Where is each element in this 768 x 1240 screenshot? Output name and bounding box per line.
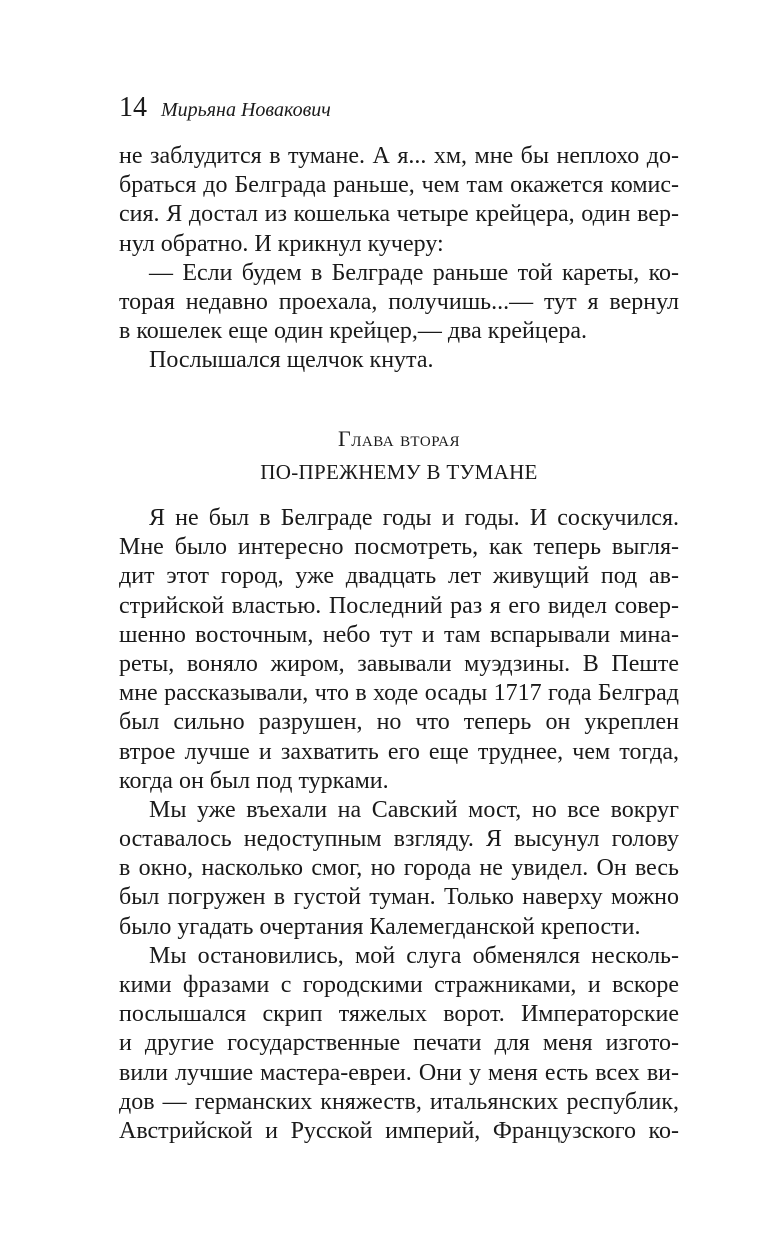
text-line: вили лучшие мастера-евреи. Они у меня есть всех ви- — [119, 1059, 679, 1086]
text-line: нул обратно. И крикнул кучеру: — [119, 230, 444, 257]
text-line: мне рассказывали, что в ходе осады 1717 года Белград — [119, 680, 679, 707]
text-line: реты, воняло жиром, завывали муэдзины. В Пеште — [119, 650, 679, 677]
running-header — [119, 92, 331, 124]
text-line: оставалось недоступным взгляду. Я высунул голову — [119, 826, 679, 853]
text-line: и другие государственные печати для меня изгото- — [119, 1030, 679, 1057]
text-line: в окно, насколько смог, но города не увидел. Он весь — [119, 855, 679, 882]
text-line: — Если будем в Белграде раньше той кареты, ко- — [149, 259, 679, 286]
text-line: послышался скрип тяжелых ворот. Императорские — [119, 1001, 679, 1028]
text-line: Я не был в Белграде годы и годы. И соскучился. — [149, 505, 679, 531]
text-line: стрийской властью. Последний раз я его видел совер- — [119, 592, 679, 619]
text-line: шенно восточным, небо тут и там вспарывали мина- — [119, 621, 679, 648]
chapter-label: Глава вторая — [338, 426, 460, 451]
text-block-chapter-two — [119, 504, 679, 1146]
text-line: сия. Я достал из кошелька четыре крейцера, один вер- — [119, 201, 679, 228]
chapter-title: ПО-ПРЕЖНЕМУ В ТУМАНЕ — [260, 460, 538, 484]
text-line: не заблудится в тумане. А я... хм, мне бы неплохо до- — [119, 143, 679, 169]
text-line: торая недавно проехала, получишь...— тут я вернул — [119, 288, 679, 315]
text-line: браться до Белграда раньше, чем там окажется комис- — [119, 172, 679, 199]
text-line: Мы уже въехали на Савский мост, но все вокруг — [149, 796, 679, 823]
text-line: кими фразами с городскими стражниками, и вскоре — [119, 972, 679, 998]
text-line: Австрийской и Русской империй, Французского ко- — [119, 1117, 679, 1144]
text-block-before-chapter — [119, 142, 679, 376]
running-author: Мирьяна Новакович — [161, 99, 331, 121]
text-line: дов — германских княжеств, итальянских республик, — [119, 1088, 679, 1115]
text-line: втрое лучше и захватить его еще труднее, чем тогда, — [119, 738, 679, 765]
text-line: когда он был под турками. — [119, 767, 389, 794]
text-line: дит этот город, уже двадцать лет живущий под ав- — [119, 563, 679, 590]
text-line: Мы остановились, мой слуга обменялся несколь- — [149, 942, 679, 969]
text-line: в кошелек еще один крейцер,— два крейцера. — [119, 318, 588, 345]
page-number: 14 — [119, 92, 147, 123]
text-line: был погружен в густой туман. Только наверху можно — [119, 884, 679, 911]
text-line: Мне было интересно посмотреть, как теперь выгля- — [119, 534, 679, 561]
text-line: был сильно разрушен, но что теперь он укреплен — [119, 709, 679, 736]
text-line: было угадать очертания Калемегданской крепости. — [119, 913, 641, 940]
text-line: Послышался щелчок кнута. — [149, 347, 434, 374]
